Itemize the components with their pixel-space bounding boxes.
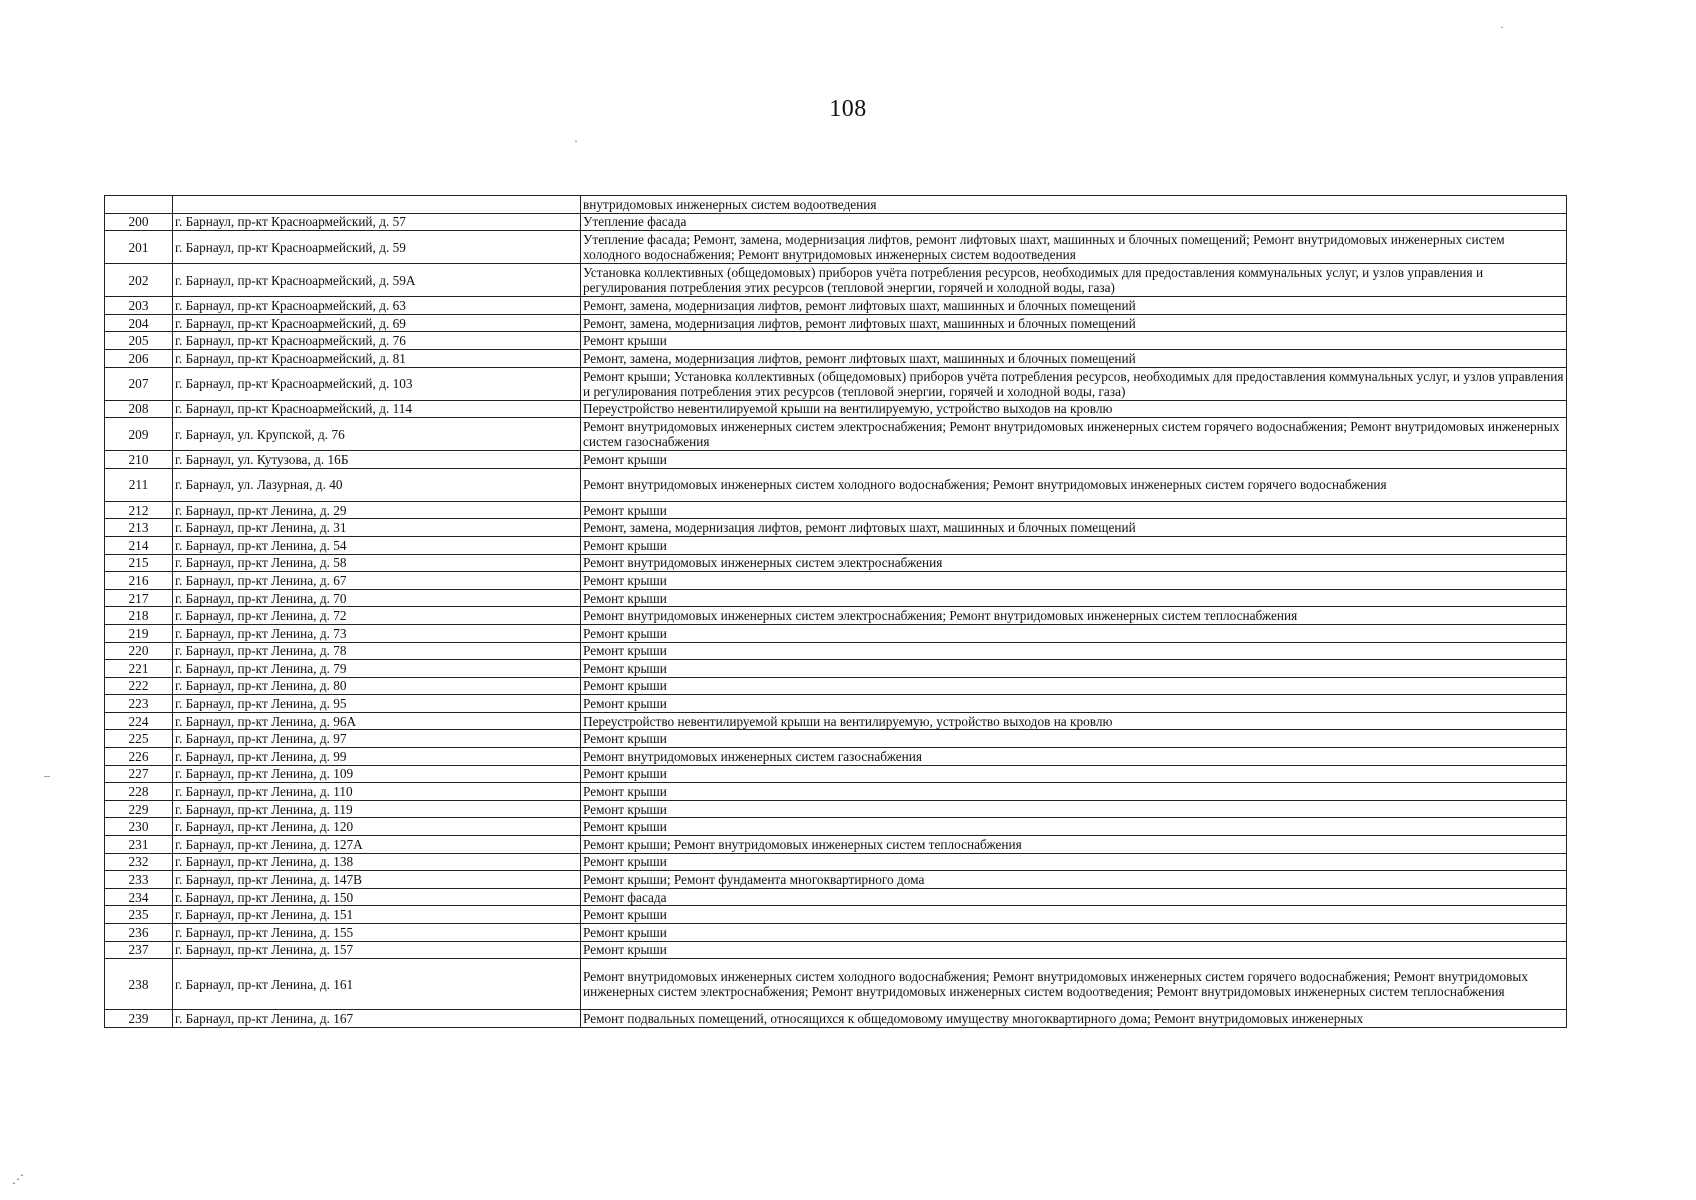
address-cell: г. Барнаул, пр-кт Ленина, д. 54 — [173, 536, 581, 554]
row-number-cell: 215 — [105, 554, 173, 572]
address-cell: г. Барнаул, пр-кт Ленина, д. 72 — [173, 607, 581, 625]
work-type-cell: Утепление фасада; Ремонт, замена, модернизация лифтов, ремонт лифтовых шахт, машинных и блочных помещений; Ремонт внутридомовых инженерных систем холодного водоснабжения; Ремонт внутридомовых инженерных систем водоотведения — [581, 231, 1567, 264]
row-number-cell: 231 — [105, 836, 173, 854]
table-row — [105, 554, 1567, 572]
row-number-cell: 234 — [105, 888, 173, 906]
table-row — [105, 264, 1567, 297]
table-row — [105, 314, 1567, 332]
row-number-cell: 220 — [105, 642, 173, 660]
work-type-cell: Установка коллективных (общедомовых) приборов учёта потребления ресурсов, необходимых для предоставления коммунальных услуг, и узлов управления и регулирования потребления этих ресурсов (тепловой энергии, горячей и холодной воды, газа) — [581, 264, 1567, 297]
row-number-cell: 203 — [105, 297, 173, 315]
work-type-cell: Ремонт крыши — [581, 924, 1567, 942]
table-row — [105, 1010, 1567, 1028]
work-type-cell: Ремонт крыши — [581, 818, 1567, 836]
work-type-cell: Ремонт внутридомовых инженерных систем газоснабжения — [581, 748, 1567, 766]
row-number-cell — [105, 196, 173, 214]
work-type-cell: Ремонт крыши — [581, 730, 1567, 748]
address-cell: г. Барнаул, пр-кт Ленина, д. 99 — [173, 748, 581, 766]
work-type-cell: Ремонт, замена, модернизация лифтов, ремонт лифтовых шахт, машинных и блочных помещений — [581, 314, 1567, 332]
row-number-cell: 227 — [105, 765, 173, 783]
table-row — [105, 695, 1567, 713]
address-cell: г. Барнаул, пр-кт Красноармейский, д. 57 — [173, 213, 581, 231]
table-row — [105, 231, 1567, 264]
table-row — [105, 213, 1567, 231]
work-type-cell: Ремонт крыши — [581, 572, 1567, 590]
row-number-cell: 221 — [105, 660, 173, 678]
table-row — [105, 624, 1567, 642]
table-row — [105, 677, 1567, 695]
work-type-cell: Ремонт крыши — [581, 536, 1567, 554]
work-type-cell: Ремонт внутридомовых инженерных систем электроснабжения — [581, 554, 1567, 572]
row-number-cell: 222 — [105, 677, 173, 695]
table-row — [105, 451, 1567, 469]
row-number-cell: 224 — [105, 712, 173, 730]
table-row — [105, 800, 1567, 818]
row-number-cell: 201 — [105, 231, 173, 264]
row-number-cell: 209 — [105, 418, 173, 451]
row-number-cell: 236 — [105, 924, 173, 942]
address-cell — [173, 196, 581, 214]
table-row — [105, 730, 1567, 748]
address-cell: г. Барнаул, пр-кт Красноармейский, д. 76 — [173, 332, 581, 350]
work-type-cell: Ремонт крыши; Ремонт внутридомовых инженерных систем теплоснабжения — [581, 836, 1567, 854]
row-number-cell: 229 — [105, 800, 173, 818]
address-cell: г. Барнаул, пр-кт Ленина, д. 120 — [173, 818, 581, 836]
address-cell: г. Барнаул, пр-кт Ленина, д. 109 — [173, 765, 581, 783]
table-row — [105, 536, 1567, 554]
table-row — [105, 332, 1567, 350]
address-cell: г. Барнаул, пр-кт Ленина, д. 151 — [173, 906, 581, 924]
work-type-cell: Ремонт, замена, модернизация лифтов, ремонт лифтовых шахт, машинных и блочных помещений — [581, 297, 1567, 315]
work-type-cell: Ремонт крыши — [581, 332, 1567, 350]
row-number-cell: 226 — [105, 748, 173, 766]
table-row — [105, 836, 1567, 854]
table-row — [105, 924, 1567, 942]
work-type-cell: Ремонт крыши — [581, 677, 1567, 695]
address-cell: г. Барнаул, пр-кт Красноармейский, д. 59А — [173, 264, 581, 297]
table-row — [105, 589, 1567, 607]
row-number-cell: 223 — [105, 695, 173, 713]
address-cell: г. Барнаул, пр-кт Ленина, д. 157 — [173, 941, 581, 959]
address-cell: г. Барнаул, пр-кт Ленина, д. 70 — [173, 589, 581, 607]
row-number-cell: 230 — [105, 818, 173, 836]
address-cell: г. Барнаул, пр-кт Ленина, д. 29 — [173, 501, 581, 519]
address-cell: г. Барнаул, пр-кт Красноармейский, д. 103 — [173, 367, 581, 400]
table-row — [105, 349, 1567, 367]
work-type-cell: Ремонт крыши — [581, 451, 1567, 469]
work-type-cell: Ремонт крыши — [581, 765, 1567, 783]
table-row — [105, 906, 1567, 924]
table-row — [105, 748, 1567, 766]
table-row — [105, 519, 1567, 537]
repair-schedule-table — [104, 195, 1567, 1028]
work-type-cell: Ремонт крыши — [581, 906, 1567, 924]
row-number-cell: 206 — [105, 349, 173, 367]
work-type-cell: Ремонт крыши — [581, 660, 1567, 678]
work-type-cell: Ремонт крыши — [581, 941, 1567, 959]
address-cell: г. Барнаул, пр-кт Ленина, д. 95 — [173, 695, 581, 713]
work-type-cell: Ремонт внутридомовых инженерных систем холодного водоснабжения; Ремонт внутридомовых инженерных систем горячего водоснабжения — [581, 468, 1567, 501]
address-cell: г. Барнаул, пр-кт Ленина, д. 31 — [173, 519, 581, 537]
table-row — [105, 818, 1567, 836]
scan-speck: · — [1500, 20, 1504, 34]
work-type-cell: Ремонт крыши — [581, 589, 1567, 607]
row-number-cell: 210 — [105, 451, 173, 469]
row-number-cell: 200 — [105, 213, 173, 231]
scan-speck: · — [574, 134, 578, 148]
row-number-cell: 202 — [105, 264, 173, 297]
address-cell: г. Барнаул, пр-кт Ленина, д. 67 — [173, 572, 581, 590]
row-number-cell: 233 — [105, 871, 173, 889]
address-cell: г. Барнаул, пр-кт Ленина, д. 127А — [173, 836, 581, 854]
table-row — [105, 959, 1567, 1010]
address-cell: г. Барнаул, пр-кт Ленина, д. 119 — [173, 800, 581, 818]
work-type-cell: Ремонт, замена, модернизация лифтов, ремонт лифтовых шахт, машинных и блочных помещений — [581, 519, 1567, 537]
row-number-cell: 205 — [105, 332, 173, 350]
address-cell: г. Барнаул, пр-кт Ленина, д. 78 — [173, 642, 581, 660]
work-type-cell: Ремонт подвальных помещений, относящихся к общедомовому имуществу многоквартирного дома; Ремонт внутридомовых инженерных — [581, 1010, 1567, 1028]
table-row — [105, 765, 1567, 783]
address-cell: г. Барнаул, пр-кт Ленина, д. 58 — [173, 554, 581, 572]
row-number-cell: 232 — [105, 853, 173, 871]
table-row — [105, 871, 1567, 889]
table-row — [105, 712, 1567, 730]
row-number-cell: 211 — [105, 468, 173, 501]
work-type-cell: Ремонт внутридомовых инженерных систем электроснабжения; Ремонт внутридомовых инженерных систем горячего водоснабжения; Ремонт внутридомовых инженерных систем газоснабжения — [581, 418, 1567, 451]
table-row — [105, 783, 1567, 801]
row-number-cell: 219 — [105, 624, 173, 642]
page-number: 108 — [829, 96, 867, 122]
address-cell: г. Барнаул, пр-кт Ленина, д. 155 — [173, 924, 581, 942]
work-type-cell: Переустройство невентилируемой крыши на вентилируемую, устройство выходов на кровлю — [581, 400, 1567, 418]
row-number-cell: 213 — [105, 519, 173, 537]
address-cell: г. Барнаул, пр-кт Красноармейский, д. 63 — [173, 297, 581, 315]
table-row — [105, 400, 1567, 418]
address-cell: г. Барнаул, пр-кт Ленина, д. 110 — [173, 783, 581, 801]
row-number-cell: 225 — [105, 730, 173, 748]
address-cell: г. Барнаул, ул. Кутузова, д. 16Б — [173, 451, 581, 469]
address-cell: г. Барнаул, пр-кт Ленина, д. 147В — [173, 871, 581, 889]
address-cell: г. Барнаул, ул. Лазурная, д. 40 — [173, 468, 581, 501]
address-cell: г. Барнаул, пр-кт Ленина, д. 161 — [173, 959, 581, 1010]
work-type-cell: Ремонт внутридомовых инженерных систем электроснабжения; Ремонт внутридомовых инженерных систем теплоснабжения — [581, 607, 1567, 625]
row-number-cell: 214 — [105, 536, 173, 554]
work-type-cell: Ремонт фасада — [581, 888, 1567, 906]
row-number-cell: 212 — [105, 501, 173, 519]
table-row — [105, 853, 1567, 871]
address-cell: г. Барнаул, пр-кт Ленина, д. 73 — [173, 624, 581, 642]
work-type-cell: внутридомовых инженерных систем водоотведения — [581, 196, 1567, 214]
row-number-cell: 235 — [105, 906, 173, 924]
row-number-cell: 237 — [105, 941, 173, 959]
table-row — [105, 501, 1567, 519]
table-row — [105, 468, 1567, 501]
table-row — [105, 660, 1567, 678]
work-type-cell: Ремонт крыши — [581, 642, 1567, 660]
work-type-cell: Ремонт крыши — [581, 624, 1567, 642]
row-number-cell: 208 — [105, 400, 173, 418]
address-cell: г. Барнаул, пр-кт Красноармейский, д. 59 — [173, 231, 581, 264]
address-cell: г. Барнаул, пр-кт Ленина, д. 167 — [173, 1010, 581, 1028]
table-row — [105, 642, 1567, 660]
work-type-cell: Ремонт внутридомовых инженерных систем холодного водоснабжения; Ремонт внутридомовых инженерных систем горячего водоснабжения; Ремонт внутридомовых инженерных систем электроснабжения; Ремонт внутридомовых инженерных систем водоотведения; Ремонт внутридомовых инженерных систем теплоснабжения — [581, 959, 1567, 1010]
row-number-cell: 218 — [105, 607, 173, 625]
table-row — [105, 607, 1567, 625]
address-cell: г. Барнаул, пр-кт Ленина, д. 97 — [173, 730, 581, 748]
address-cell: г. Барнаул, пр-кт Красноармейский, д. 114 — [173, 400, 581, 418]
row-number-cell: 238 — [105, 959, 173, 1010]
work-type-cell: Ремонт крыши; Ремонт фундамента многоквартирного дома — [581, 871, 1567, 889]
scan-speck: – — [44, 768, 50, 782]
row-number-cell: 239 — [105, 1010, 173, 1028]
address-cell: г. Барнаул, ул. Крупской, д. 76 — [173, 418, 581, 451]
address-cell: г. Барнаул, пр-кт Ленина, д. 138 — [173, 853, 581, 871]
row-number-cell: 216 — [105, 572, 173, 590]
address-cell: г. Барнаул, пр-кт Ленина, д. 80 — [173, 677, 581, 695]
work-type-cell: Утепление фасада — [581, 213, 1567, 231]
table-row — [105, 196, 1567, 214]
address-cell: г. Барнаул, пр-кт Красноармейский, д. 69 — [173, 314, 581, 332]
address-cell: г. Барнаул, пр-кт Ленина, д. 150 — [173, 888, 581, 906]
row-number-cell: 217 — [105, 589, 173, 607]
work-type-cell: Переустройство невентилируемой крыши на вентилируемую, устройство выходов на кровлю — [581, 712, 1567, 730]
address-cell: г. Барнаул, пр-кт Ленина, д. 96А — [173, 712, 581, 730]
work-type-cell: Ремонт крыши — [581, 783, 1567, 801]
table-row — [105, 941, 1567, 959]
work-type-cell: Ремонт крыши; Установка коллективных (общедомовых) приборов учёта потребления ресурсов, необходимых для предоставления коммунальных услуг, и узлов управления и регулирования потребления этих ресурсов (тепловой энергии, горячей и холодной воды, газа) — [581, 367, 1567, 400]
work-type-cell: Ремонт крыши — [581, 800, 1567, 818]
scan-speck: ⋰ — [12, 1172, 24, 1186]
work-type-cell: Ремонт, замена, модернизация лифтов, ремонт лифтовых шахт, машинных и блочных помещений — [581, 349, 1567, 367]
address-cell: г. Барнаул, пр-кт Ленина, д. 79 — [173, 660, 581, 678]
row-number-cell: 228 — [105, 783, 173, 801]
row-number-cell: 204 — [105, 314, 173, 332]
table-row — [105, 418, 1567, 451]
row-number-cell: 207 — [105, 367, 173, 400]
address-cell: г. Барнаул, пр-кт Красноармейский, д. 81 — [173, 349, 581, 367]
table-row — [105, 297, 1567, 315]
work-type-cell: Ремонт крыши — [581, 853, 1567, 871]
table-body — [105, 196, 1567, 1028]
work-type-cell: Ремонт крыши — [581, 501, 1567, 519]
table-row — [105, 367, 1567, 400]
table-row — [105, 888, 1567, 906]
table-row — [105, 572, 1567, 590]
work-type-cell: Ремонт крыши — [581, 695, 1567, 713]
